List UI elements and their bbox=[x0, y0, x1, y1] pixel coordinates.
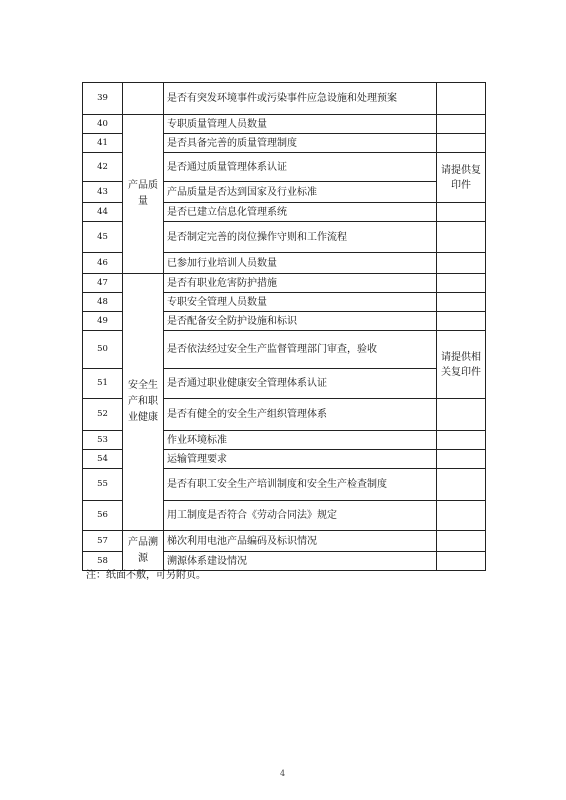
note-cell bbox=[437, 203, 486, 222]
note-safety-cert: 请提供相关复印件 bbox=[437, 331, 486, 399]
row-number: 55 bbox=[83, 469, 123, 501]
item-text: 是否具备完善的质量管理制度 bbox=[164, 134, 437, 153]
item-text: 是否已建立信息化管理系统 bbox=[164, 203, 437, 222]
row-number: 45 bbox=[83, 222, 123, 253]
item-text: 是否通过职业健康安全管理体系认证 bbox=[164, 369, 437, 399]
note-cell bbox=[437, 293, 486, 312]
row-number: 43 bbox=[83, 182, 123, 203]
note-cell bbox=[437, 552, 486, 571]
category-cell-empty bbox=[123, 83, 164, 115]
note-cell bbox=[437, 115, 486, 134]
row-number: 52 bbox=[83, 399, 123, 431]
table-row bbox=[83, 115, 486, 134]
note-cell bbox=[437, 469, 486, 501]
table-row bbox=[83, 531, 486, 552]
row-number: 57 bbox=[83, 531, 123, 552]
note-cell bbox=[437, 450, 486, 469]
row-number: 49 bbox=[83, 312, 123, 331]
row-number: 42 bbox=[83, 153, 123, 182]
row-number: 41 bbox=[83, 134, 123, 153]
row-number: 56 bbox=[83, 501, 123, 531]
note-cell bbox=[437, 312, 486, 331]
note-cell bbox=[437, 399, 486, 431]
row-number: 39 bbox=[83, 83, 123, 115]
row-number: 58 bbox=[83, 552, 123, 571]
table-row bbox=[83, 83, 486, 115]
row-number: 54 bbox=[83, 450, 123, 469]
category-product-quality: 产品质量 bbox=[123, 115, 164, 274]
row-number: 46 bbox=[83, 253, 123, 274]
row-number: 53 bbox=[83, 431, 123, 450]
table-row bbox=[83, 274, 486, 293]
page-number: 4 bbox=[280, 769, 286, 778]
note-cell bbox=[437, 531, 486, 552]
item-text: 专职安全管理人员数量 bbox=[164, 293, 437, 312]
category-product-trace: 产品溯源 bbox=[123, 531, 164, 571]
note-cell bbox=[437, 83, 486, 115]
item-text: 溯源体系建设情况 bbox=[164, 552, 437, 571]
row-number: 50 bbox=[83, 331, 123, 369]
row-number: 44 bbox=[83, 203, 123, 222]
item-text: 产品质量是否达到国家及行业标准 bbox=[164, 182, 437, 203]
item-text: 是否制定完善的岗位操作守则和工作流程 bbox=[164, 222, 437, 253]
item-text: 是否有健全的安全生产组织管理体系 bbox=[164, 399, 437, 431]
note-cell bbox=[437, 501, 486, 531]
item-text: 已参加行业培训人员数量 bbox=[164, 253, 437, 274]
note-quality-cert: 请提供复印件 bbox=[437, 153, 486, 203]
checklist-table bbox=[82, 82, 486, 571]
row-number: 40 bbox=[83, 115, 123, 134]
note-cell bbox=[437, 222, 486, 253]
item-text: 是否有职工安全生产培训制度和安全生产检查制度 bbox=[164, 469, 437, 501]
item-text: 专职质量管理人员数量 bbox=[164, 115, 437, 134]
row-number: 51 bbox=[83, 369, 123, 399]
item-text: 运输管理要求 bbox=[164, 450, 437, 469]
item-text: 是否有突发环境事件或污染事件应急设施和处理预案 bbox=[164, 83, 437, 115]
note-cell bbox=[437, 431, 486, 450]
note-cell bbox=[437, 253, 486, 274]
item-text: 作业环境标准 bbox=[164, 431, 437, 450]
item-text: 用工制度是否符合《劳动合同法》规定 bbox=[164, 501, 437, 531]
footnote: 注：纸面不敷，可另附页。 bbox=[86, 570, 206, 581]
row-number: 48 bbox=[83, 293, 123, 312]
row-number: 47 bbox=[83, 274, 123, 293]
item-text: 是否通过质量管理体系认证 bbox=[164, 153, 437, 182]
item-text: 是否配备安全防护设施和标识 bbox=[164, 312, 437, 331]
item-text: 是否有职业危害防护措施 bbox=[164, 274, 437, 293]
category-safety-health: 安全生产和职业健康 bbox=[123, 274, 164, 531]
note-cell bbox=[437, 134, 486, 153]
item-text: 梯次利用电池产品编码及标识情况 bbox=[164, 531, 437, 552]
note-cell bbox=[437, 274, 486, 293]
item-text: 是否依法经过安全生产监督管理部门审查，验收 bbox=[164, 331, 437, 369]
